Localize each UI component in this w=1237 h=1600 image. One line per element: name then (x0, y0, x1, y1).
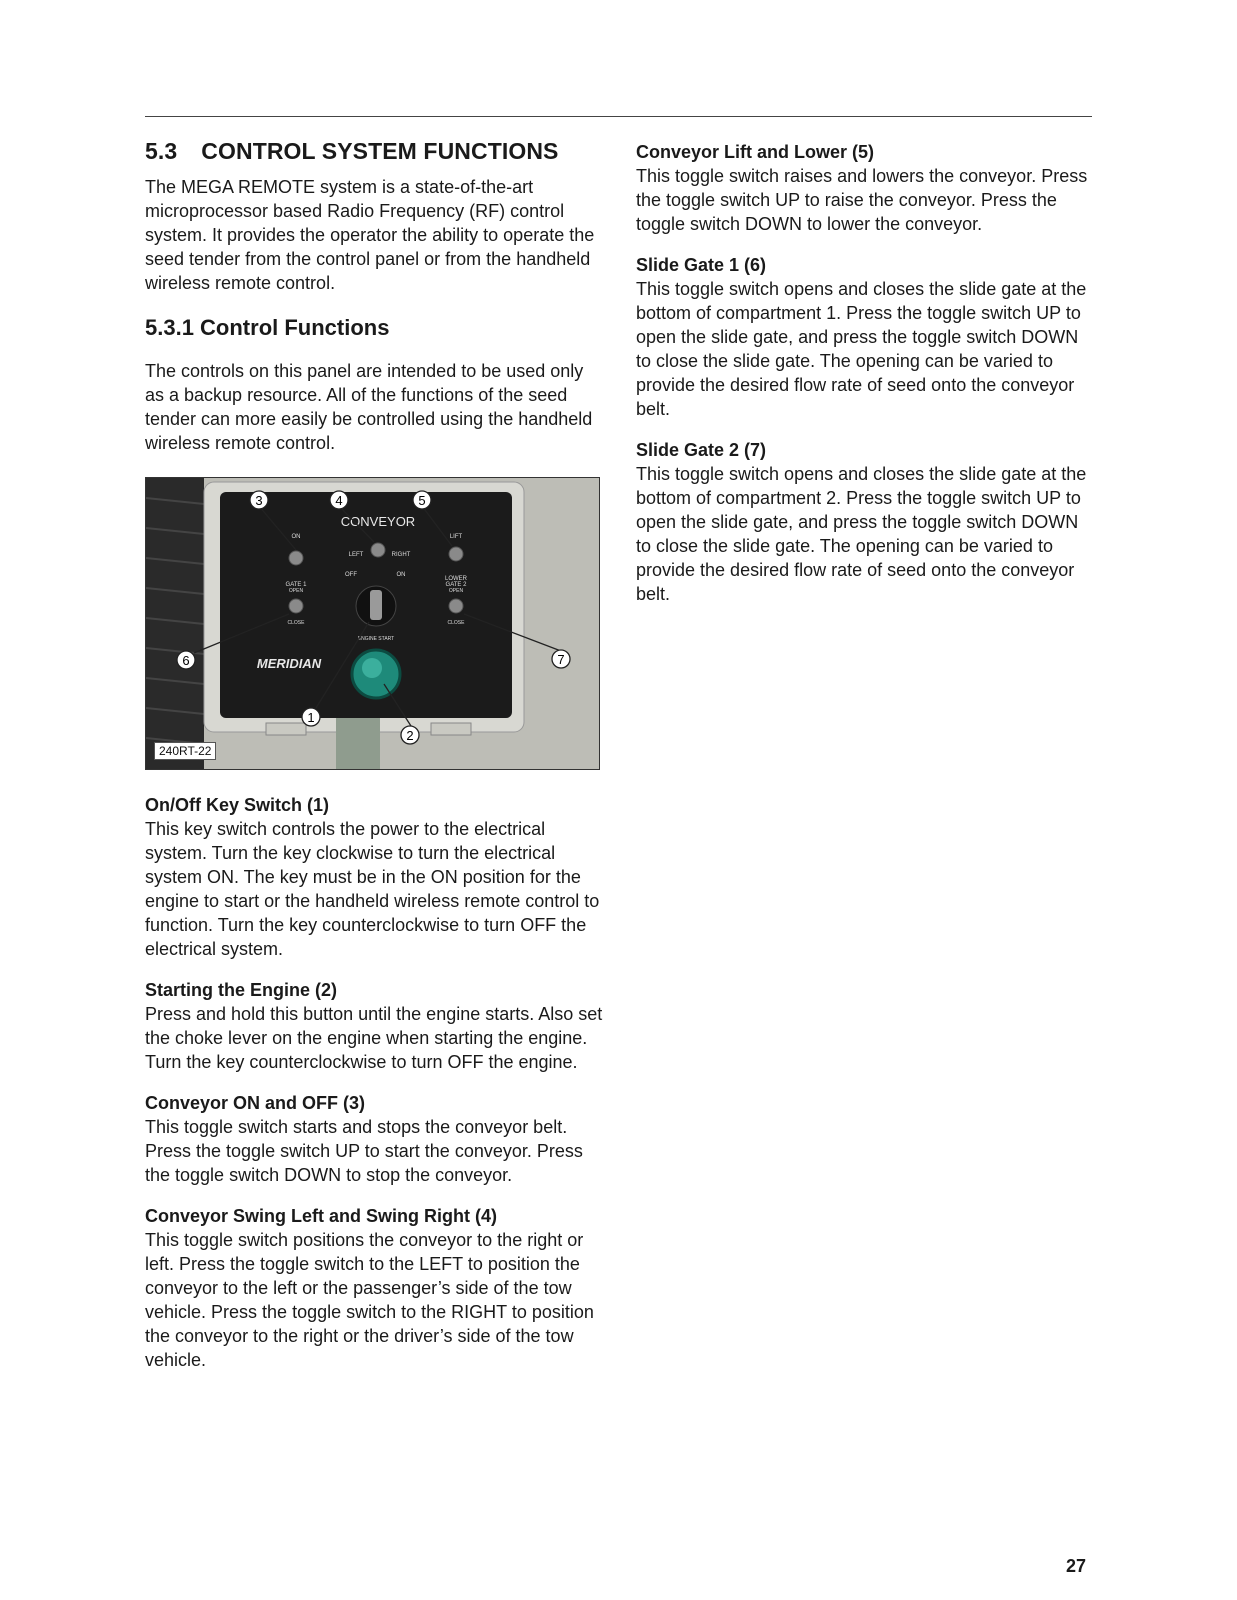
figure-label: 240RT-22 (154, 742, 216, 760)
item-conveyor-swing (145, 1204, 605, 1372)
item-text: Press and hold this button until the engine starts. Also set the choke lever on the engine when starting the engine. Turn the key counterclockwise to turn OFF the engine. (145, 1004, 603, 1072)
item-text: This toggle switch starts and stops the conveyor belt. Press the toggle switch UP to start the conveyor. Press the toggle switch DOWN to stop the conveyor. (145, 1117, 583, 1185)
callout-1: 1 (307, 710, 315, 725)
right-column (636, 140, 1091, 606)
label-lower: LOWER (444, 576, 468, 582)
label-on: ON (291, 534, 301, 540)
label-off-key: OFF (345, 572, 357, 578)
callout-7: 7 (557, 652, 565, 667)
left-column (145, 138, 600, 455)
item-key-switch (145, 793, 605, 961)
item-text: This toggle switch opens and closes the slide gate at the bottom of compartment 2. Press the toggle switch UP to open the slide gate, and press the toggle switch DOWN to close the slide gate. The opening can be varied to provide the desired flow rate of seed onto the conveyor belt. (636, 464, 1087, 604)
callout-4: 4 (335, 493, 343, 508)
control-panel-figure (145, 477, 600, 770)
item-lift-lower (636, 140, 1091, 236)
label-on-key: ON (396, 572, 406, 578)
item-title: Slide Gate 2 (7) (636, 440, 767, 460)
left-items (145, 793, 605, 1372)
panel-title: CONVEYOR (340, 514, 416, 529)
callout-3: 3 (255, 493, 263, 508)
subsection-title: 5.3.1 Control Functions (145, 315, 390, 340)
item-title: Slide Gate 1 (6) (636, 255, 767, 275)
label-gate2: GATE 2 (445, 582, 467, 588)
callout-5: 5 (418, 493, 426, 508)
toggle-swing (371, 543, 385, 557)
label-gate1: GATE 1 (285, 582, 307, 588)
conduit (336, 718, 380, 770)
item-slide-gate-2 (636, 438, 1091, 606)
label-open2: OPEN (448, 588, 464, 594)
label-right: RIGHT (391, 552, 411, 558)
control-panel-photo (146, 478, 600, 770)
item-title: On/Off Key Switch (1) (145, 795, 330, 815)
item-engine-start (145, 978, 605, 1074)
section-title: CONTROL SYSTEM FUNCTIONS (201, 138, 559, 164)
callout-6: 6 (182, 653, 190, 668)
subsection-intro: The controls on this panel are intended to be used only as a backup resource. All of the functions of the seed tender can more easily be controlled using the handheld wireless remote control. (145, 361, 593, 453)
label-left: LEFT (348, 552, 364, 558)
toggle-gate1 (289, 599, 303, 613)
item-title: Conveyor Swing Left and Swing Right (4) (145, 1206, 498, 1226)
item-text: This key switch controls the power to the electrical system. Turn the key clockwise to turn the electrical system ON. The key must be in the ON position for the engine to start or the handheld wireless remote control to function. Turn the key counterclockwise to turn OFF the electrical system. (145, 819, 600, 959)
brand-logo: MERIDIAN (256, 656, 322, 671)
callout-2: 2 (406, 728, 414, 743)
toggle-conveyor-on-off (289, 551, 303, 565)
label-lift: LIFT (449, 534, 463, 540)
page-number: 27 (1066, 1556, 1087, 1576)
item-title: Starting the Engine (2) (145, 980, 338, 1000)
label-close2: CLOSE (447, 620, 465, 626)
item-conveyor-on-off (145, 1091, 605, 1187)
key (370, 590, 382, 620)
section-intro: The MEGA REMOTE system is a state-of-the-art microprocessor based Radio Frequency (RF) control system. It provides the operator the ability to operate the seed tender from the control panel or from the handheld wireless remote control. (145, 177, 595, 293)
toggle-gate2 (449, 599, 463, 613)
label-open1: OPEN (288, 588, 304, 594)
label-close1: CLOSE (287, 620, 305, 626)
section-number: 5.3 (145, 138, 178, 164)
section-heading (145, 138, 600, 165)
header-rule (145, 116, 1092, 117)
item-title: Conveyor ON and OFF (3) (145, 1093, 366, 1113)
item-slide-gate-1 (636, 253, 1091, 421)
item-text: This toggle switch opens and closes the slide gate at the bottom of compartment 1. Press the toggle switch UP to open the slide gate, and press the toggle switch DOWN to close the slide gate. The opening can be varied to provide the desired flow rate of seed onto the conveyor belt. (636, 279, 1087, 419)
item-title: Conveyor Lift and Lower (5) (636, 142, 875, 162)
label-engine-start: ENGINE START (357, 636, 395, 642)
item-text: This toggle switch raises and lowers the conveyor. Press the toggle switch UP to raise the conveyor. Press the toggle switch DOWN to lower the conveyor. (636, 166, 1088, 234)
toggle-lift-lower (449, 547, 463, 561)
item-text: This toggle switch positions the conveyor to the right or left. Press the toggle switch to the LEFT to position the conveyor to the left or the passenger’s side of the tow vehicle. Press the toggle switch to the RIGHT to position the conveyor to the right or the driver’s side of the tow vehicle. (145, 1230, 594, 1370)
